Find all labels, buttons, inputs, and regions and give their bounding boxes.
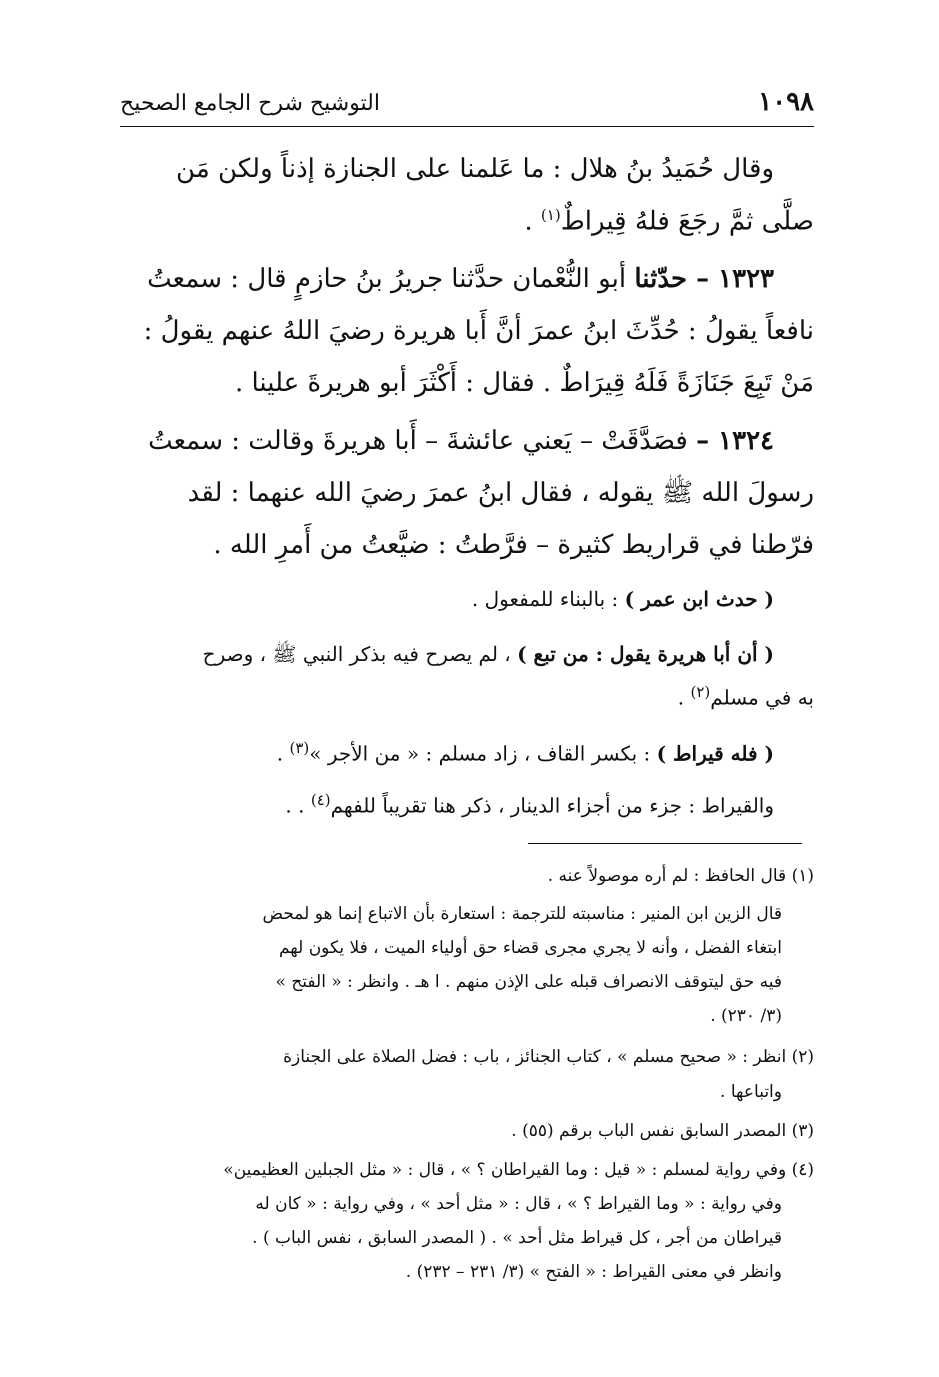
footnote-ref: (٤) (310, 791, 331, 809)
commentary-line: ( فله قيراط ) : بكسر القاف ، زاد مسلم : « من الأجر »$^{(٣)}$ . (276, 739, 774, 766)
footnote-line: (٣/ ٢٣٠) . (710, 1006, 782, 1026)
hadith-number: ١٣٢٣ – حدّثنا (634, 264, 774, 294)
body-line: وقال حُمَيدُ بنُ هلال : ما عَلمنا على الجنازة إذناً ولكن مَن (176, 154, 774, 184)
body-line: رسولَ الله ﷺ يقوله ، فقال ابنُ عمرَ رضيَ الله عنهما : لقد (187, 478, 814, 508)
running-title: التوشيح شرح الجامع الصحيح (120, 91, 380, 116)
footnote-line: ابتغاء الفضل ، وأنه لا يجري مجرى قضاء حق أولياء الميت ، فلا يكون لهم (278, 938, 782, 958)
footnote-line: قال الزين ابن المنير : مناسبته للترجمة : استعارة بأن الاتباع إنما هو لمحض (262, 904, 782, 924)
body-line: فرّطنا في قراريط كثيرة – فرَّطتُ : ضيَّعتُ من أَمرِ الله . (213, 530, 814, 560)
footnote-line: واتباعها . (720, 1082, 782, 1102)
footnote-2: (٢) انظر : « صحيح مسلم » ، كتاب الجنائز ، باب : فضل الصلاة على الجنازة (283, 1047, 814, 1067)
footnote-line: فيه حق ليتوقف الانصراف قبله على الإذن منهم . ا هـ . وانظر : « الفتح » (275, 972, 782, 992)
footnote-1: (١) قال الحافظ : لم أره موصولاً عنه . (547, 866, 814, 886)
commentary-line: ( حدث ابن عمر ) : بالبناء للمفعول . (471, 587, 774, 611)
hadith-number: ١٣٢٤ – (696, 426, 774, 456)
page-header (120, 84, 814, 127)
body-line: مَنْ تَبِعَ جَنَازَةً فَلَهُ قِيرَاطٌ . فقال : أَكْثَرَ أبو هريرةَ علينا . (234, 368, 814, 398)
page-number: ١٠٩٨ (758, 87, 814, 117)
footnote-ref: (١) (540, 206, 561, 224)
commentary-line: والقيراط : جزء من أجزاء الدينار ، ذكر هنا تقريباً للفهم$^{(٤)}$ . . (285, 791, 774, 818)
body-line: صلَّى ثمَّ رجَعَ فلهُ قِيراطٌ$^{(١)}$ . (524, 206, 814, 237)
footnote-line: قيراطان من أجر ، كل قيراط مثل أحد » . ( المصدر السابق ، نفس الباب ) . (252, 1228, 782, 1248)
footnote-line: وانظر في معنى القيراط : « الفتح » (٣/ ٢٣١ – ٢٣٢) . (405, 1262, 782, 1282)
footnote-ref: (٣) (289, 739, 310, 757)
body-line: نافعاً يقولُ : حُدِّثَ ابنُ عمرَ أنَّ أَبا هريرة رضيَ اللهُ عنهم يقولُ : (143, 316, 814, 346)
footnote-line: وفي رواية : « وما القيراط ؟ » ، قال : « مثل أحد » ، وفي رواية : « كان له (255, 1194, 782, 1214)
footnote-4: (٤) وفي رواية لمسلم : « قيل : وما القيراطان ؟ » ، قال : « مثل الجبلين العظيمين» (223, 1160, 814, 1180)
footnote-3: (٣) المصدر السابق نفس الباب برقم (٥٥) . (511, 1121, 814, 1141)
footnote-divider (528, 843, 802, 844)
hadith-1323: ١٣٢٣ – حدّثنا أبو النُّعْمان حدَّثنا جريرُ بنُ حازمٍ قال : سمعتُ (147, 264, 774, 294)
commentary-line: ( أن أبا هريرة يقول : من تبع ) ، لم يصرح فيه بذكر النبي ﷺ ، وصرح (202, 642, 774, 666)
hadith-1324: ١٣٢٤ – فصَدَّقَتْ – يَعني عائشةَ – أَبا هريرةَ وقالت : سمعتُ (148, 426, 774, 456)
commentary-line: به في مسلم$^{(٢)}$ . (677, 683, 814, 710)
footnote-ref: (٢) (690, 683, 711, 701)
